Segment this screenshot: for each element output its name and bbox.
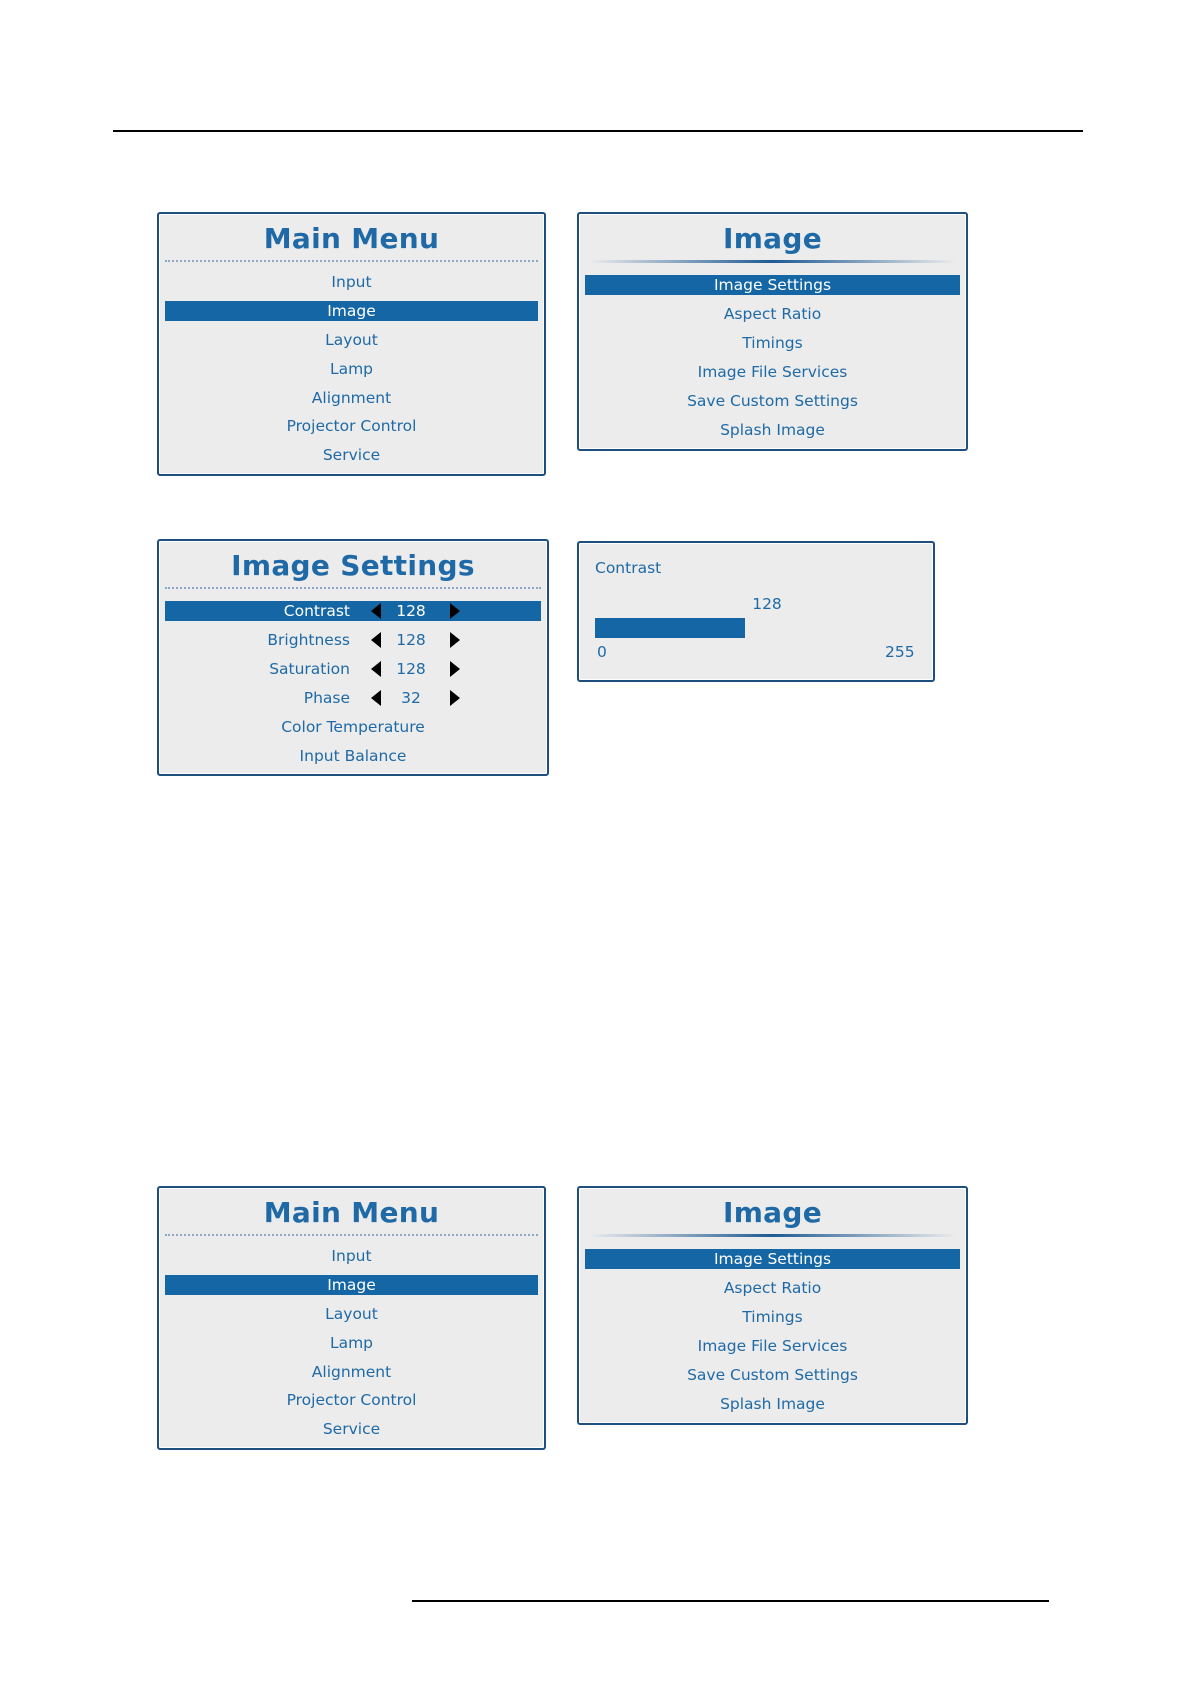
menu-item-splash-image[interactable]: Splash Image <box>720 421 825 439</box>
menu-item-aspect-ratio[interactable]: Aspect Ratio <box>723 1279 822 1297</box>
menu-item-image[interactable]: Image <box>165 301 538 321</box>
setting-label: Phase <box>303 689 350 707</box>
setting-row-phase[interactable] <box>165 688 541 708</box>
contrast-current-value: 128 <box>752 595 782 613</box>
menu-item-input-balance[interactable]: Input Balance <box>299 747 407 765</box>
increase-arrow-icon[interactable] <box>450 632 460 648</box>
image-menu-panel <box>577 212 968 451</box>
image-settings-panel <box>157 539 549 776</box>
menu-item-projector-control[interactable]: Projector Control <box>286 417 417 435</box>
footer-rule <box>412 1600 1049 1602</box>
setting-value: 128 <box>396 602 426 620</box>
main-menu-title: Main Menu <box>263 1196 440 1229</box>
image-settings-title: Image Settings <box>231 549 475 582</box>
title-divider <box>165 1234 538 1236</box>
menu-item-save-custom-settings[interactable]: Save Custom Settings <box>687 392 858 410</box>
main-menu-panel-2 <box>157 1186 546 1450</box>
menu-item-splash-image[interactable]: Splash Image <box>720 1395 825 1413</box>
menu-item-layout[interactable]: Layout <box>325 1305 378 1323</box>
menu-item-alignment[interactable]: Alignment <box>311 389 392 407</box>
setting-label: Contrast <box>283 602 350 620</box>
decrease-arrow-icon[interactable] <box>371 690 381 706</box>
title-divider <box>165 587 541 589</box>
menu-item-alignment[interactable]: Alignment <box>311 1363 392 1381</box>
contrast-dialog <box>577 541 935 682</box>
menu-item-lamp[interactable]: Lamp <box>329 360 374 378</box>
title-divider <box>165 260 538 262</box>
menu-item-aspect-ratio[interactable]: Aspect Ratio <box>723 305 822 323</box>
menu-item-timings[interactable]: Timings <box>742 334 803 352</box>
menu-item-input[interactable]: Input <box>331 1247 372 1265</box>
menu-item-image-settings[interactable]: Image Settings <box>585 1249 960 1269</box>
decrease-arrow-icon[interactable] <box>371 661 381 677</box>
menu-item-save-custom-settings[interactable]: Save Custom Settings <box>687 1366 858 1384</box>
menu-item-image[interactable]: Image <box>165 1275 538 1295</box>
contrast-dialog-label: Contrast <box>595 559 662 577</box>
menu-item-image-settings[interactable]: Image Settings <box>585 275 960 295</box>
decrease-arrow-icon[interactable] <box>371 603 381 619</box>
increase-arrow-icon[interactable] <box>450 690 460 706</box>
setting-value: 32 <box>401 689 421 707</box>
title-divider <box>589 260 956 263</box>
increase-arrow-icon[interactable] <box>450 603 460 619</box>
setting-row-saturation[interactable] <box>165 659 541 679</box>
contrast-min-value: 0 <box>597 643 607 661</box>
decrease-arrow-icon[interactable] <box>371 632 381 648</box>
menu-item-timings[interactable]: Timings <box>742 1308 803 1326</box>
menu-item-service[interactable]: Service <box>322 446 381 464</box>
header-rule <box>113 130 1083 132</box>
main-menu-panel <box>157 212 546 476</box>
menu-item-projector-control[interactable]: Projector Control <box>286 1391 417 1409</box>
contrast-slider[interactable] <box>595 618 893 638</box>
main-menu-title: Main Menu <box>263 222 440 255</box>
image-menu-title: Image <box>722 222 823 255</box>
setting-row-contrast[interactable] <box>165 601 541 621</box>
increase-arrow-icon[interactable] <box>450 661 460 677</box>
setting-label: Saturation <box>269 660 350 678</box>
setting-label: Brightness <box>267 631 350 649</box>
menu-item-image-file-services[interactable]: Image File Services <box>697 363 848 381</box>
setting-value: 128 <box>396 660 426 678</box>
setting-row-brightness[interactable] <box>165 630 541 650</box>
image-menu-panel-2 <box>577 1186 968 1425</box>
menu-item-input[interactable]: Input <box>331 273 372 291</box>
contrast-slider-fill <box>595 618 745 638</box>
menu-item-image-file-services[interactable]: Image File Services <box>697 1337 848 1355</box>
menu-item-layout[interactable]: Layout <box>325 331 378 349</box>
menu-item-color-temperature[interactable]: Color Temperature <box>281 718 425 736</box>
setting-value: 128 <box>396 631 426 649</box>
title-divider <box>589 1234 956 1237</box>
image-menu-title: Image <box>722 1196 823 1229</box>
menu-item-service[interactable]: Service <box>322 1420 381 1438</box>
menu-item-lamp[interactable]: Lamp <box>329 1334 374 1352</box>
contrast-max-value: 255 <box>885 643 915 661</box>
